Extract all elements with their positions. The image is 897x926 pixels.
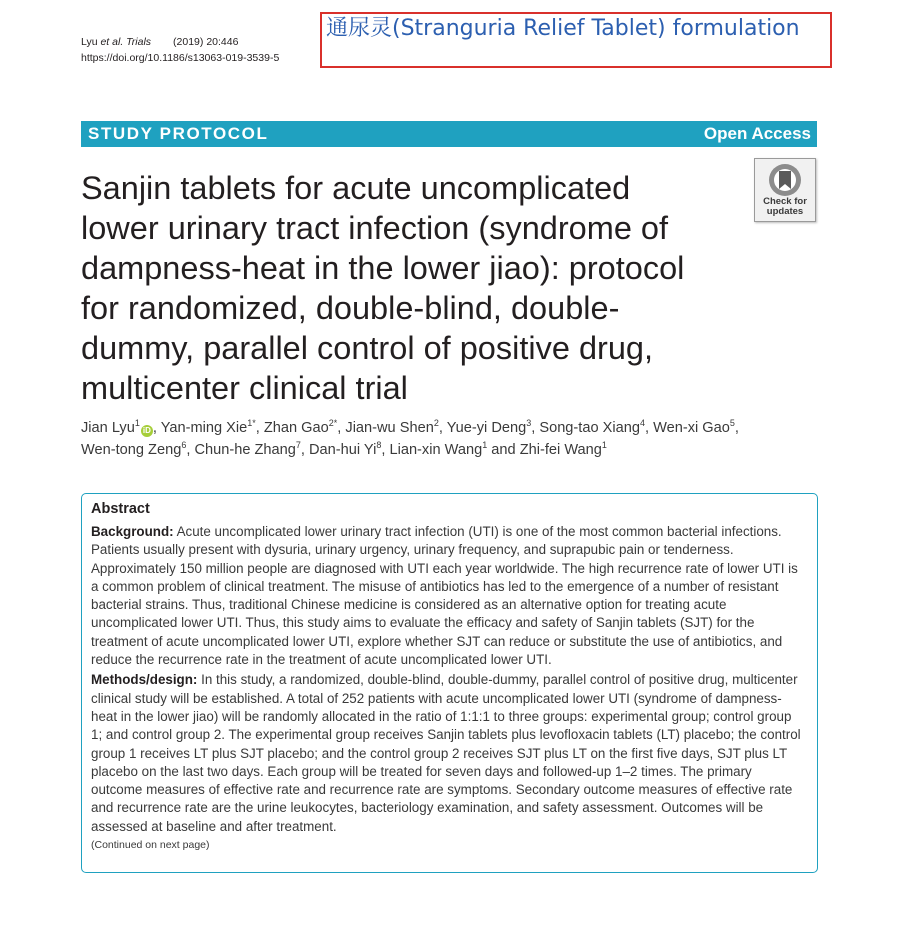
author-name[interactable]: Zhan Gao bbox=[263, 420, 329, 436]
author-name[interactable]: Chun-he Zhang bbox=[194, 442, 296, 458]
check-for-updates-line1: Check for bbox=[763, 196, 807, 207]
abstract-methods bbox=[91, 671, 806, 836]
title-line: Sanjin tablets for acute uncomplicated bbox=[81, 170, 631, 206]
author-name[interactable]: Jian Lyu bbox=[81, 420, 135, 436]
orcid-icon[interactable]: iD bbox=[142, 426, 151, 435]
article-type-label: STUDY PROTOCOL bbox=[88, 124, 269, 143]
abstract-heading: Abstract bbox=[91, 501, 150, 517]
author-name[interactable]: Yue-yi Deng bbox=[446, 420, 527, 436]
continued-note: (Continued on next page) bbox=[91, 839, 210, 852]
annotation-text: 通尿灵(Stranguria Relief Tablet) formulation bbox=[326, 16, 800, 41]
citation-author: Lyu bbox=[81, 36, 98, 48]
author-affiliation: 2 bbox=[433, 418, 439, 428]
citation-year-volume: (2019) 20:446 bbox=[173, 36, 239, 48]
title-line: dampness-heat in the lower jiao): protocol bbox=[81, 250, 685, 286]
background-text: Acute uncomplicated lower urinary tract infection (UTI) is one of the most common bacterial infections. Patients usually present with dysuria, urinary urgency, urinary frequency, and suprapubic pain or tenderness. Approximately 150 million people are diagnosed with UTI each year worldwide. The high recurrence rate of lower UTI is a common problem of clinical treatment. The misuse of antibiotics has led to the emergence of a number of resistant bacterial strains. Thus, traditional Chinese medicine is considered as an alternative option for treating acute uncomplicated lower UTI. Thus, this study aims to evaluate the efficacy and safety of Sanjin tablets (SJT) for the treatment of acute uncomplicated lower UTI, explore whether SJT can reduce or substitute the use of antibiotics, and reduce the recurrence rate in the treatment of acute uncomplicated lower UTI. bbox=[91, 524, 798, 668]
author-name[interactable]: Wen-tong Zeng bbox=[81, 442, 182, 458]
authors-joiner: and bbox=[491, 442, 516, 458]
title-line: lower urinary tract infection (syndrome of bbox=[81, 210, 669, 246]
author-affiliation: 4 bbox=[639, 418, 645, 428]
crossmark-icon bbox=[768, 163, 802, 197]
methods-label: Methods/design: bbox=[91, 672, 198, 688]
author-affiliation: 7 bbox=[295, 440, 301, 450]
citation-header bbox=[81, 34, 279, 66]
citation-doi[interactable]: https://doi.org/10.1186/s13063-019-3539-5 bbox=[81, 52, 280, 64]
article-title bbox=[81, 168, 741, 408]
author-affiliation: 6 bbox=[181, 440, 187, 450]
citation-line bbox=[81, 34, 279, 50]
author-name[interactable]: Jian-wu Shen bbox=[345, 420, 434, 436]
check-for-updates-badge[interactable] bbox=[754, 158, 816, 222]
article-type-banner bbox=[81, 121, 817, 147]
abstract-background bbox=[91, 523, 806, 669]
title-line: dummy, parallel control of positive drug, bbox=[81, 330, 654, 366]
author-affiliation: 2* bbox=[328, 418, 338, 428]
title-line: multicenter clinical trial bbox=[81, 370, 408, 406]
author-affiliation: 1 bbox=[134, 418, 140, 428]
check-for-updates-text bbox=[755, 197, 815, 217]
author-name[interactable]: Song-tao Xiang bbox=[539, 420, 640, 436]
author-name[interactable]: Wen-xi Gao bbox=[653, 420, 730, 436]
author-affiliation: 1* bbox=[247, 418, 256, 428]
author-name[interactable]: Lian-xin Wang bbox=[389, 442, 483, 458]
abstract-box bbox=[81, 493, 818, 873]
author-name[interactable]: Dan-hui Yi bbox=[309, 442, 377, 458]
author-affiliation: 5 bbox=[729, 418, 735, 428]
author-list: Jian Lyu$^1$iD , Yan-ming Xie$^{1*}$, Zhan Gao$^{2*}$, Jian-wu Shen$^2$, Yue-yi Deng$^3$, Song-tao Xiang$^4$, Wen-xi Gao$^5$, Wen-tong Zeng$^6$, Chun-he Zhang$^7$, Dan-hui Yi$^8$, Lian-xin Wang$^1$ and Zhi-fei Wang$^1$ bbox=[81, 418, 739, 458]
author-affiliation: 1 bbox=[601, 440, 607, 450]
author-affiliation: 3 bbox=[526, 418, 532, 428]
check-for-updates-line2: updates bbox=[766, 206, 804, 217]
open-access-label[interactable]: Open Access bbox=[703, 124, 811, 143]
author-affiliation: 8 bbox=[376, 440, 382, 450]
annotation-box bbox=[320, 12, 832, 68]
title-line: for randomized, double-blind, double- bbox=[81, 290, 620, 326]
author-affiliation: 1 bbox=[482, 440, 488, 450]
citation-et-al: et al. bbox=[100, 36, 124, 48]
background-label: Background: bbox=[91, 524, 174, 539]
author-name[interactable]: Yan-ming Xie bbox=[160, 420, 248, 436]
methods-text: In this study, a randomized, double-blind, double-dummy, parallel control of positive drug, multicenter clinical study will be established. A total of 252 patients with acute uncomplicated lower UTI (syndrome of dampness-heat in the lower jiao) will be randomly allocated in the ratio of 1:1:1 to three groups: experimental group; control group 1; and control group 2. The experimental group receives Sanjin tablets plus levofloxacin tablets (LT) placebo; the control group 1 receives LT plus SJT placebo; and the control group 2 receives SJT plus LT on the first five days, SJT plus LT placebo on the last two days. Each group will be treated for seven days and followed-up 1–2 times. The primary outcome measures of effective rate and recurrence rate are symptoms. Secondary outcome measures of effective rate and recurrence rate are the urine leukocytes, bacteriology examination, and safety assessment. Outcomes will be assessed at baseline and after treatment. bbox=[91, 672, 801, 834]
citation-journal: Trials bbox=[126, 36, 152, 48]
author-name[interactable]: Zhi-fei Wang bbox=[519, 442, 602, 458]
